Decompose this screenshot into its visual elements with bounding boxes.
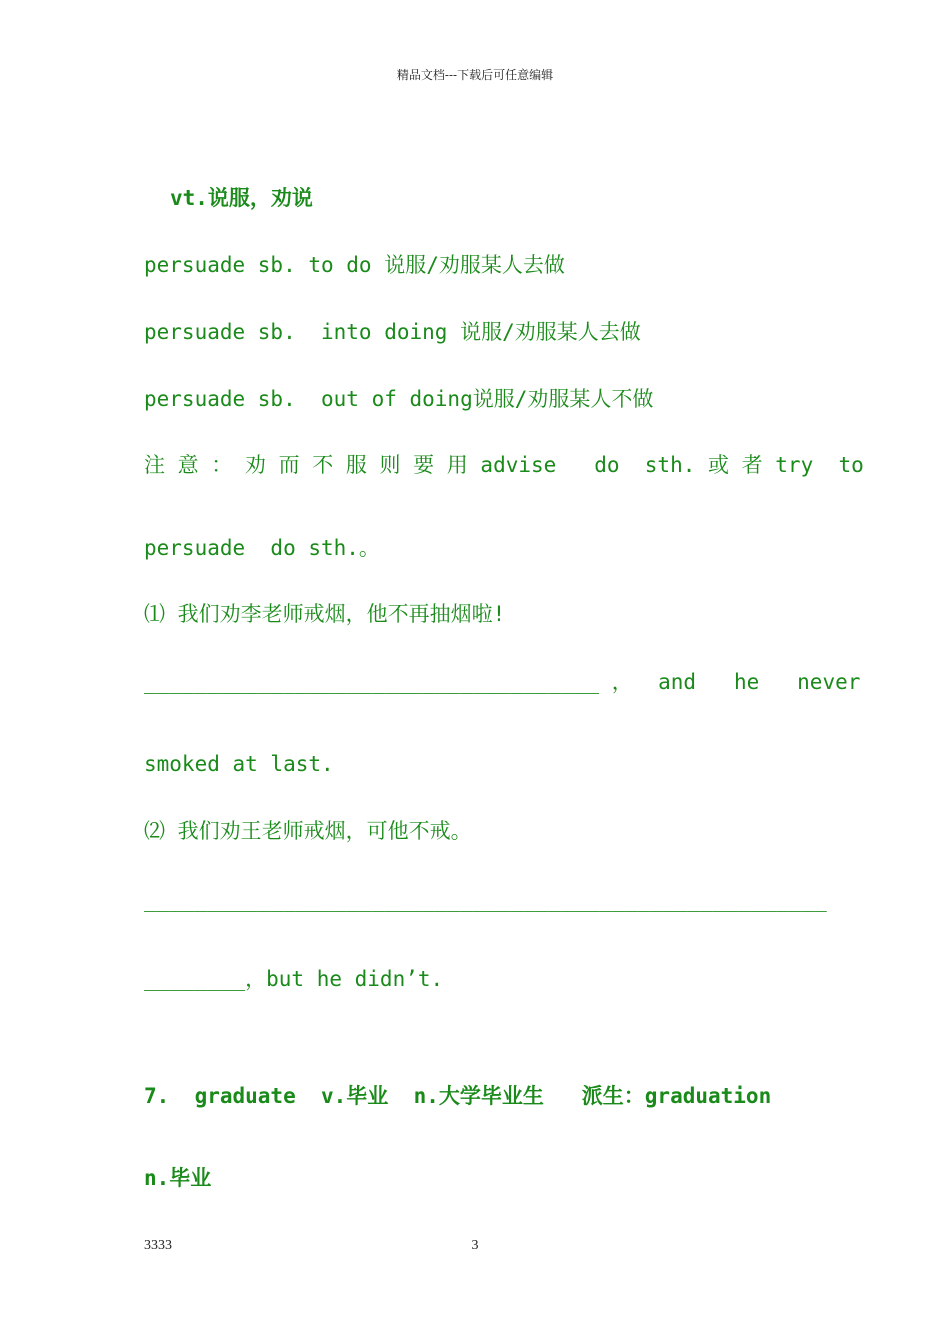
page-number: 3 xyxy=(471,1238,479,1253)
footer-code: 3333 xyxy=(144,1238,172,1253)
exercise-1-continued: smoked at last. xyxy=(144,752,334,776)
vocab-entry-graduate: 7. graduate v.毕业 n.大学毕业生 派生：graduation xyxy=(144,1084,772,1108)
exercise-2-blank-line: ______________________________________________________ xyxy=(144,888,827,912)
vocab-entry-graduation: n.毕业 xyxy=(144,1166,212,1190)
definition-line: vt.说服，劝说 xyxy=(170,186,313,210)
phrase-line-3: persuade sb. out of doing说服/劝服某人不做 xyxy=(144,387,654,411)
exercise-1-prompt: ⑴ 我们劝李老师戒烟，他不再抽烟啦! xyxy=(144,602,506,626)
note-line: 注 意 ： 劝 而 不 服 则 要 用 advise do sth. 或 者 try to xyxy=(144,453,864,477)
exercise-1-blank-line: ____________________________________ ， and he never xyxy=(144,670,861,694)
phrase-line-2: persuade sb. into doing 说服/劝服某人去做 xyxy=(144,320,641,344)
page-header: 精品文档---下载后可任意编辑 xyxy=(396,68,554,82)
exercise-2-prompt: ⑵ 我们劝王老师戒烟，可他不戒。 xyxy=(144,819,472,843)
note-line-continued: persuade do sth.。 xyxy=(144,536,380,560)
exercise-2-continued: ________，but he didn’t. xyxy=(144,967,444,991)
phrase-line-1: persuade sb. to do 说服/劝服某人去做 xyxy=(144,253,565,277)
